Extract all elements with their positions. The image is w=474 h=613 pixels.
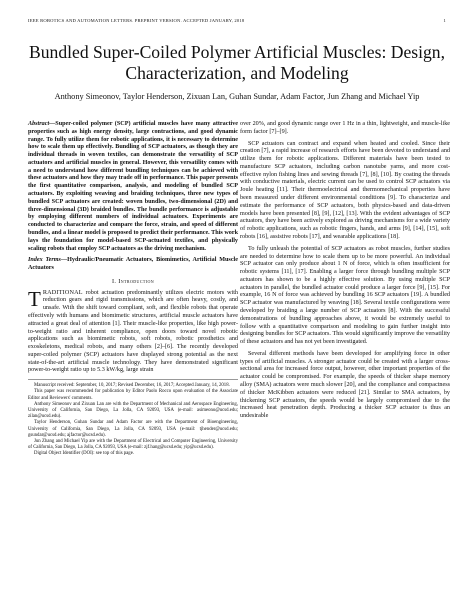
abstract-lead: Abstract <box>28 121 50 127</box>
footnote: Manuscript received: September, 10, 2017; Revised December, 16, 2017; Accepted January, 14, 2018. <box>34 383 230 389</box>
journal-header: IEEE ROBOTICS AND AUTOMATION LETTERS. PREPRINT VERSION. ACCEPTED JANUARY, 2018 <box>28 18 245 23</box>
intro-first-word: RADITIONAL <box>42 289 83 296</box>
footnote: Digital Object Identifier (DOI): see top of this page. <box>34 451 135 457</box>
intro-paragraph-2: SCP actuators can contract and expand when heated and cooled. Since their creation [7], a rapid increase of research efforts have been devoted to understand and utilize them for robotic applications. Different materials have been tested to manufacture SCP actuators, including carbon nanotube yarns, and more cost-effective nylon fishing lines and sewing threads [7], [8], [10]. By coating the threads with conductive materials, electric current can be used to control SCP actuators via Joule heating [11]. Their thermoelectrical and thermomechanical properties have been measured under different environmental conditions [9]. To characterize and estimate the performance of SCP actuators, both physics-based and data-driven models have been presented [8], [9], [12], [13]. With the evident advantages of SCP actuators, they have been actively explored as driving mechanisms for a wide variety of robotic applications, such as robotic fingers, hands, and arms [9], [14], [15], soft robots [16], assistive robots [17], and wearable applications [18]. <box>240 140 450 240</box>
intro-paragraph-1 <box>28 286 238 376</box>
index-terms <box>28 257 238 273</box>
author-list: Anthony Simeonov, Taylor Henderson, Zixuan Lan, Guhan Sundar, Adam Factor, Jun Zhang and Michael Yip <box>54 92 420 101</box>
intro-paragraph-1-text: robot actuation predominantly utilizes electric motors with reduction gears and rigid transmissions, which are often heavy, costly, and unsafe. With the shift toward compliant, soft, and flexible robots that operate effectively with humans and biomimetic structures, artificial muscle actuators have attracted a great deal of attention [1]. Their muscle-like properties, like high power-to-weight ratio and inherent compliance, open doors toward novel robotic applications such as biomimetic robots, soft robots, robotic prosthetics and exoskeletons, medical robots, and many others [2]–[6]. The recently developed super-coiled polymer (SCP) actuators have displayed strong potential as the next state-of-the-art artificial muscle technology. They have demonstrated significant power-to-weight ratio up to 5.3 kW/kg, large strain <box>28 289 238 374</box>
footnote: Taylor Henderson, Guhan Sundar and Adam Factor are with the Department of Bioengineering, University of California, San Diego, La Jolla, CA 92093, USA (e-mail: tjhender@ucsd.edu; gsundar@ucsd.edu; ajfactor@ucsd.edu). <box>28 420 238 438</box>
index-terms-lead: Index Terms <box>28 257 61 264</box>
running-header <box>28 18 446 26</box>
abstract <box>28 121 238 253</box>
section-heading-introduction: I. Introduction <box>111 277 155 285</box>
page-number: 1 <box>443 18 446 23</box>
abstract-text: —Super-coiled polymer (SCP) artificial muscles have many attractive properties such as high energy density, large contractions, and good dynamic range. To fully utilize them for robotic applications, it is necessary to determine how to scale them up effectively. Bundling of SCP actuators, as though they are individual threads in woven textiles, can demonstrate the versatility of SCP actuators and artificial muscles in general. However, this versatility comes with a need to understand how different bundling techniques can be achieved with these actuators and how they may trade off in performance. This paper presents the first quantitative comparison, analysis, and modeling of bundled SCP actuators. By exploiting weaving and braiding techniques, three new types of bundled SCP actuators are created: woven bundles, two-dimensional (2D) and three-dimensional (3D) braided bundles. The bundle performance is adjustable by employing different numbers of individual actuators. Experiments are conducted to characterize and compare the force, strain, and speed of different bundles, and a linear model is proposed to predict their performance. This work lays the foundation for model-based SCP-actuated textiles, and physically scaling robots that employ SCP actuators as the driving mechanism. <box>28 121 238 252</box>
right-column <box>240 121 450 421</box>
paper-title: Bundled Super-Coiled Polymer Artificial Muscles: Design, Characterization, and Modeling <box>29 42 445 83</box>
footnote: Anthony Simeonov and Zixuan Lan are with the Department of Mechanical and Aerospace Engineering, University of California, San Diego, La Jolla, CA 92093, USA (e-mail: asimeono@ucsd.edu; zilan@ucsd.edu). <box>28 401 238 420</box>
footnotes <box>28 379 238 457</box>
intro-paragraph-3: To fully unleash the potential of SCP actuators as robot muscles, further studies are needed to determine how to scale them up to be more powerful. An individual SCP actuator can only produce about 1 N of force, which is often insufficient for robotic systems [11], [17]. Enabling a larger force through bundling multiple SCP actuators has shown to be a highly effective solution. By using multiple SCP actuators in parallel, the bundled actuator could produce a larger force [9], [15]. For example, 16 N of force was achieved by bundling 16 SCP actuators [19]. A bundled SCP actuator was manufactured by weaving [18]. Several textile configurations were developed by braiding a large number of SCP actuators [8]. With the successful demonstrations of bundling approaches above, it would be extremely useful to follow with a quantitative comparison and modeling to gain further insight into designing bundles for SCP actuators. This would significantly improve the versatility of these actuators and has not yet been investigated. <box>240 245 450 346</box>
drop-cap: T <box>28 286 41 311</box>
index-terms-text: —Hydraulic/Pneumatic Actuators, Biomimetics, Artificial Muscle Actuators <box>28 257 238 272</box>
intro-paragraph-4: Several different methods have been developed for amplifying force in other types of artificial muscles. A stronger actuator could be created with a larger cross-sectional area for increased force output, however, other important properties of the actuator could be compromised. For example, the speeds of thicker shape memory alloy (SMA) actuators were much slower [20], and the compliance and compactness of thicker McKibben actuators were reduced [21]. Similar to SMA actuators, by thickening SCP actuators, the speeds would be largely compromised due to the increased heat penetration depth. Producing a thicker SCP actuator is thus an undesirable <box>240 350 450 420</box>
footnote: This paper was recommended for publication by Editor Paolo Rocco upon evaluation of the Associate Editor and Reviewers' comments. <box>28 389 238 401</box>
left-column <box>28 121 238 458</box>
footnote: Jun Zhang and Michael Yip are with the Department of Electrical and Computer Engineering, University of California, San Diego, La Jolla, CA 92093, USA (e-mail: zjf.hang@ucsd.edu; yip@ucsd.edu). <box>28 439 238 451</box>
intro-paragraph-1-continued: over 20%, and good dynamic range over 1 Hz in a thin, lightweight, and muscle-like form factor [7]–[9]. <box>240 121 450 135</box>
